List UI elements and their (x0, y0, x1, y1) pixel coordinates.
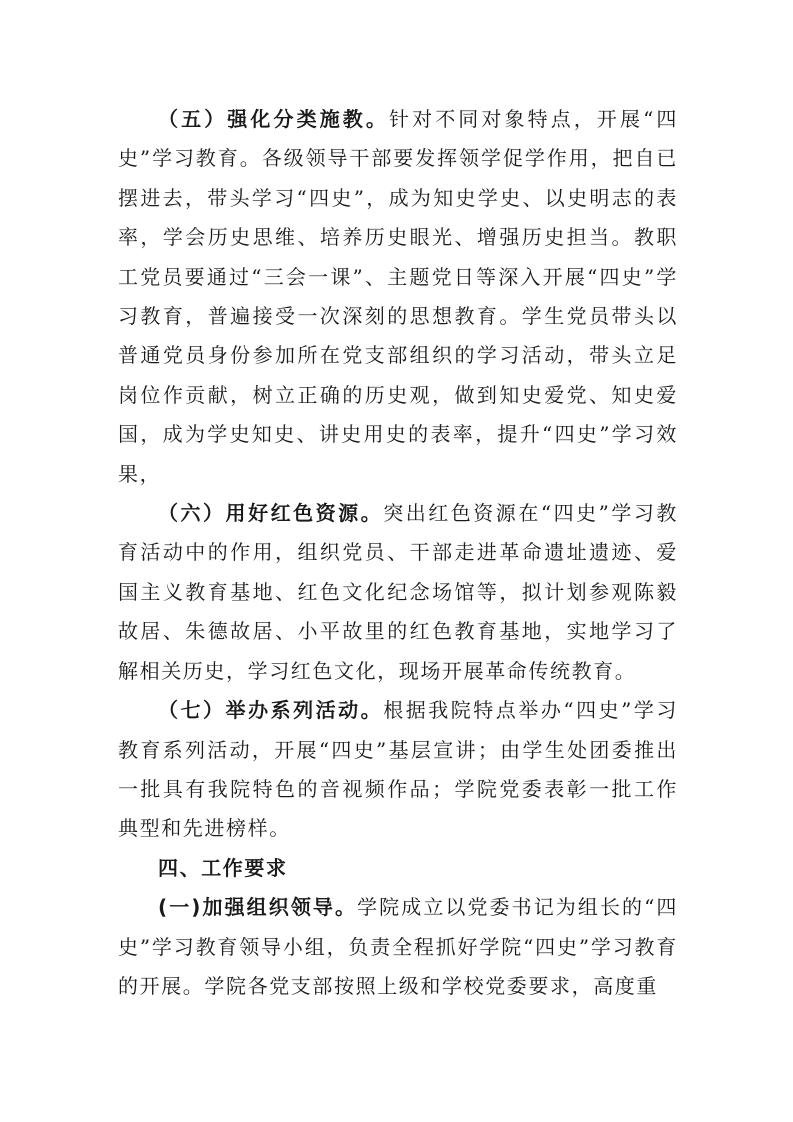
paragraph-5 (118, 100, 678, 494)
paragraph-6-lead: （六）用好红色资源。 (158, 501, 384, 526)
paragraph-6-text: 突出红色资源在“四史”学习教育活动中的作用，组织党员、干部走进革命遗址遗迹、爱国主义教育基地、红色文化纪念场馆等，拟计划参观陈毅故居、朱德故居、小平故里的红色教育基地，实地学习了解相关历史，学习红色文化，现场开展革命传统教育。 (118, 501, 679, 683)
paragraph-requirements-1 (118, 888, 678, 1006)
paragraph-7-text: 根据我院特点举办“四史”学习教育系列活动，开展“四史”基层宣讲；由学生处团委推出一批具有我院特色的音视频作品；学院党委表彰一批工作典型和先进榜样。 (118, 698, 679, 841)
section-heading: 四、工作要求 (158, 855, 288, 880)
document-body (118, 100, 678, 1006)
paragraph-requirements-1-text: 学院成立以党委书记为组长的“四史”学习教育领导小组，负责全程抓好学院“四史”学习教育的开展。学院各党支部按照上级和学校党委要求，高度重 (118, 895, 679, 998)
paragraph-5-text: 针对不同对象特点，开展“四史”学习教育。各级领导干部要发挥领学促学作用，把自已摆进去，带头学习“四史”，成为知史学史、以史明志的表率，学会历史思维、培养历史眼光、增强历史担当。教职工党员要通过“三会一课”、主题党日等深入开展“四史”学习教育，普遍接受一次深刻的思想教育。学生党员带头以普通党员身份参加所在党支部组织的学习活动，带头立足岗位作贡献，树立正确的历史观，做到知史爱党、知史爱国，成为学史知史、讲史用史的表率，提升“四史”学习效果， (118, 107, 679, 486)
paragraph-7-lead: （七）举办系列活动。 (158, 698, 384, 723)
paragraph-6 (118, 494, 678, 691)
paragraph-5-lead: （五）强化分类施教。 (158, 107, 389, 131)
paragraph-7 (118, 691, 678, 849)
paragraph-requirements-1-lead: (一)加强组织领导。 (158, 895, 358, 920)
